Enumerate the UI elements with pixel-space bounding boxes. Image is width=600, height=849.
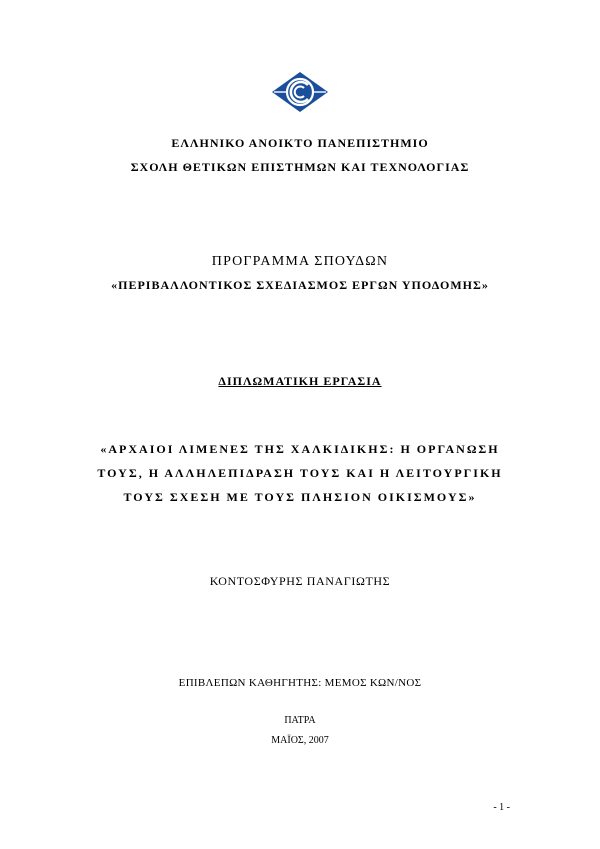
author-name: ΚΟΝΤΟΣΦΥΡΗΣ ΠΑΝΑΓΙΩΤΗΣ <box>209 574 391 588</box>
university-logo-icon <box>270 70 330 114</box>
supervisor-line: ΕΠΙΒΛΕΠΩΝ ΚΑΘΗΓΗΤΗΣ: ΜΕΜΟΣ ΚΩΝ/ΝΟΣ <box>178 677 422 689</box>
institution-name: ΕΛΛΗΝΙΚΟ ΑΝΟΙΚΤΟ ΠΑΝΕΠΙΣΤΗΜΙΟ <box>171 136 429 150</box>
program-label: ΠΡΟΓΡΑΜΜΑ ΣΠΟΥΔΩΝ <box>211 254 389 269</box>
document-type: ΔΙΠΛΩΜΑΤΙΚΗ ΕΡΓΑΣΙΑ <box>218 374 382 388</box>
program-name: «ΠΕΡΙΒΑΛΛΟΝΤΙΚΟΣ ΣΧΕΔΙΑΣΜΟΣ ΕΡΓΩΝ ΥΠΟΔΟΜΗΣ» <box>111 278 489 292</box>
date: ΜΑΪΟΣ, 2007 <box>271 735 329 746</box>
place: ΠΑΤΡΑ <box>284 715 316 726</box>
school-name: ΣΧΟΛΗ ΘΕΤΙΚΩΝ ΕΠΙΣΤΗΜΩΝ ΚΑΙ ΤΕΧΝΟΛΟΓΙΑΣ <box>130 160 470 174</box>
page-number: - 1 - <box>493 802 510 813</box>
thesis-title-line-2: ΤΟΥΣ, Η ΑΛΛΗΛΕΠΙΔΡΑΣΗ ΤΟΥΣ ΚΑΙ Η ΛΕΙΤΟΥΡΓΙΚΗ <box>97 466 503 480</box>
thesis-title-line-1: «ΑΡΧΑΙΟΙ ΛΙΜΕΝΕΣ ΤΗΣ ΧΑΛΚΙΔΙΚΗΣ: Η ΟΡΓΑΝΩΣΗ <box>100 442 500 456</box>
thesis-title-line-3: ΤΟΥΣ ΣΧΕΣΗ ΜΕ ΤΟΥΣ ΠΛΗΣΙΟΝ ΟΙΚΙΣΜΟΥΣ» <box>123 490 477 504</box>
